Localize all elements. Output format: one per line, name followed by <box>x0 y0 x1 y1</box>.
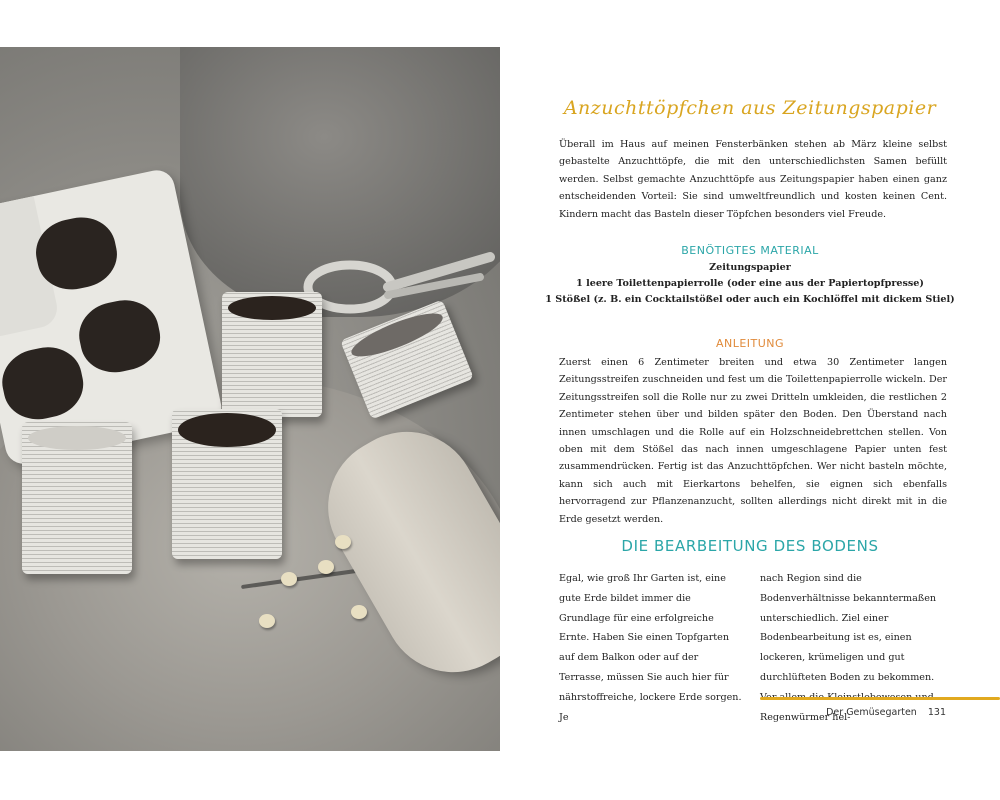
page-title: Anzuchttöpfchen aus Zeitungspapier <box>563 97 937 119</box>
body-column-right: nach Region sind die Bodenverhältnisse bekanntermaßen unterschiedlich. Ziel einer Bodenbearbeitung ist es, einen lockeren, krümeligen und gut durchlüfteten Boden zu bekommen. Regenwürmer hel- <box>760 573 937 723</box>
footer-section-name: Der Gemüsegarten <box>826 707 917 718</box>
seedling-pots-photo <box>0 47 500 751</box>
paper-pot-seed <box>172 409 282 559</box>
text-page <box>500 47 1000 751</box>
egg-carton-cell <box>73 294 166 379</box>
body-column-left: Egal, wie groß Ihr Garten ist, eine gute Erde bildet immer die Grundlage für eine erfolgreiche Ernte. Haben Sie einen Topfgarten auf dem Balkon oder auf der Terrasse, müssen Sie auch hier für nährstoffreiche, lockere Erde sorgen. Je <box>559 573 742 723</box>
seed <box>318 560 334 574</box>
paper-pot <box>222 292 322 417</box>
seed <box>335 535 351 549</box>
seed <box>259 614 275 628</box>
section-heading: DIE BEARBEITUNG DES BODENS <box>621 537 879 555</box>
book-spread <box>0 47 1000 751</box>
material-item: 1 leere Toilettenpapierrolle (oder eine aus der Papiertopfpresse) <box>576 278 924 289</box>
instructions-heading: ANLEITUNG <box>715 337 785 350</box>
material-heading: BENÖTIGTES MATERIAL <box>681 244 819 257</box>
page-footer <box>826 707 946 718</box>
seed <box>351 605 367 619</box>
paper-pot-empty <box>22 422 132 574</box>
intro-paragraph: Überall im Haus auf meinen Fensterbänken stehen ab März kleine selbst gebastelte Anzuchttöpfe, die mit den unterschiedlichsten Samen befüllt werden. Selbst gemachte Anzuchttöpfe aus Zeitungspapier haben einen ganz entscheidenden Vorteil: Sie sind umweltfreundlich und kosten keinen Cent. Kindern macht das Basteln dieser Töpfchen besonders viel Freude. <box>559 139 947 220</box>
instructions-paragraph: Zuerst einen 6 Zentimeter breiten und etwa 30 Zentimeter langen Zeitungsstreifen zuschneiden und fest um die Toilettenpapierrolle wickeln. Der Zeitungsstreifen soll die Rolle nur zu zwei Dritteln umkleiden, die restlichen 2 Zentimeter stehen über und bilden später den Boden. Den Überstand nach innen umschlagen und die Rolle auf ein Holzschneidebrettchen stellen. Von oben mit dem Stößel das nach innen umgeschlagene Papier unten fest zusammendrücken. Fertig ist das Anzuchttöpfchen. Wer nicht basteln möchte, kann sich auch mit Eierkartons behelfen, sie eignen sich ebenfalls hervorragend zur Pflanzenanzucht, sollten allerdings nicht direkt mit in die Erde gesetzt werden. <box>559 357 947 525</box>
material-item: 1 Stößel (z. B. ein Cocktailstößel oder auch ein Kochlöffel mit dickem Stiel) <box>545 294 955 305</box>
page-number: 131 <box>927 707 946 718</box>
seed <box>281 572 297 586</box>
material-item: Zeitungspapier <box>709 262 791 273</box>
egg-carton-cell <box>0 341 89 426</box>
footer-rule <box>760 697 1000 700</box>
